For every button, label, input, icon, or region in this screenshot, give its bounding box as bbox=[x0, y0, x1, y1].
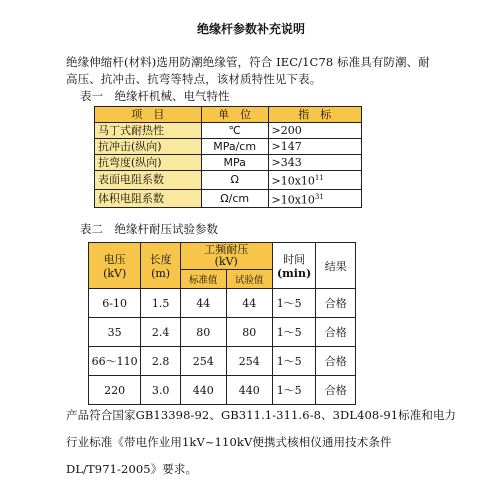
cell-standard: 44 bbox=[180, 289, 226, 318]
header-voltage-label: 电压 bbox=[103, 253, 126, 266]
header-group-unit: (kV) bbox=[214, 255, 238, 268]
header-test: 试验值 bbox=[226, 270, 272, 289]
intro-line-2: 高压、抗冲击、抗弯等特点，该材质特性见下表。 bbox=[66, 72, 322, 86]
row-value-exponent: 11 bbox=[314, 174, 324, 182]
cell-result: 合格 bbox=[316, 318, 356, 347]
header-result: 结果 bbox=[316, 243, 356, 289]
cell-time: 1～5 bbox=[272, 318, 316, 347]
row-unit: MPa bbox=[201, 155, 268, 171]
header-power-frequency bbox=[180, 243, 272, 270]
cell-test: 80 bbox=[226, 318, 272, 347]
row-item: 表面电阻系数 bbox=[95, 171, 202, 190]
header-group-label: 工频耐压 bbox=[204, 243, 249, 256]
cell-standard: 440 bbox=[180, 376, 226, 405]
table2-caption: 表二 绝缘杆耐压试验参数 bbox=[80, 222, 218, 236]
cell-voltage: 66～110 bbox=[89, 347, 141, 376]
footer-line-2: 行业标准《带电作业用1kV~110kV便携式核相仪通用技术条件 bbox=[66, 435, 392, 449]
cell-length: 1.5 bbox=[141, 289, 181, 318]
footer-line-3: DL/T971-2005》要求。 bbox=[66, 462, 198, 476]
table-header-row bbox=[89, 243, 356, 270]
header-standard: 标准值 bbox=[180, 270, 226, 289]
cell-test: 440 bbox=[226, 376, 272, 405]
row-value-base: >10x10 bbox=[271, 174, 315, 188]
row-value bbox=[268, 189, 362, 208]
header-value: 指 标 bbox=[268, 107, 362, 123]
header-voltage bbox=[89, 243, 141, 289]
table-row bbox=[95, 155, 362, 171]
cell-standard: 80 bbox=[180, 318, 226, 347]
cell-voltage: 220 bbox=[89, 376, 141, 405]
page-title: 绝缘杆参数补充说明 bbox=[196, 22, 305, 36]
header-length bbox=[141, 243, 181, 289]
header-length-label: 长度 bbox=[149, 253, 172, 266]
row-item: 体积电阻系数 bbox=[95, 189, 202, 208]
cell-voltage: 6-10 bbox=[89, 289, 141, 318]
table-row bbox=[95, 123, 362, 139]
header-voltage-unit: (kV) bbox=[103, 267, 127, 280]
cell-time: 1～5 bbox=[272, 347, 316, 376]
properties-table bbox=[94, 106, 362, 208]
cell-result: 合格 bbox=[316, 289, 356, 318]
row-value: >343 bbox=[268, 155, 362, 171]
header-time bbox=[272, 243, 316, 289]
table-row bbox=[89, 289, 356, 318]
table-row bbox=[89, 347, 356, 376]
cell-standard: 254 bbox=[180, 347, 226, 376]
table-row bbox=[95, 189, 362, 208]
table-row bbox=[95, 171, 362, 190]
header-length-unit: (m) bbox=[151, 267, 171, 280]
voltage-test-table bbox=[88, 242, 356, 405]
cell-time: 1～5 bbox=[272, 289, 316, 318]
row-unit: ℃ bbox=[201, 123, 268, 139]
header-item: 项 目 bbox=[95, 107, 202, 123]
cell-length: 3.0 bbox=[141, 376, 181, 405]
intro-line-1: 绝缘伸缩杆(材料)选用防潮绝缘管，符合 IEC/1C78 标准具有防潮、耐 bbox=[66, 55, 430, 69]
intro-paragraph bbox=[66, 54, 476, 88]
row-item: 马丁式耐热性 bbox=[95, 123, 202, 139]
row-value: >200 bbox=[268, 123, 362, 139]
row-value-base: >10x10 bbox=[271, 193, 315, 207]
table-header-row bbox=[95, 107, 362, 123]
row-unit: Ω bbox=[201, 171, 268, 190]
row-value: >147 bbox=[268, 139, 362, 155]
footer-paragraph bbox=[66, 402, 486, 483]
cell-test: 44 bbox=[226, 289, 272, 318]
row-unit: MPa/cm bbox=[201, 139, 268, 155]
cell-result: 合格 bbox=[316, 376, 356, 405]
cell-length: 2.8 bbox=[141, 347, 181, 376]
cell-time: 1～5 bbox=[272, 376, 316, 405]
row-unit: Ω/cm bbox=[201, 189, 268, 208]
row-value-exponent: 31 bbox=[314, 192, 324, 201]
row-value bbox=[268, 171, 362, 190]
table-row bbox=[89, 318, 356, 347]
header-time-unit: (min) bbox=[276, 267, 312, 280]
cell-voltage: 35 bbox=[89, 318, 141, 347]
cell-length: 2.4 bbox=[141, 318, 181, 347]
header-time-label: 时间 bbox=[283, 253, 306, 266]
table1-caption: 表一 绝缘杆机械、电气特性 bbox=[80, 89, 230, 103]
cell-test: 254 bbox=[226, 347, 272, 376]
table-row bbox=[95, 139, 362, 155]
footer-line-1: 产品符合国家GB13398-92、GB311.1-311.6-8、3DL408-91标准和电力 bbox=[66, 408, 457, 422]
table-row bbox=[89, 376, 356, 405]
cell-result: 合格 bbox=[316, 347, 356, 376]
header-unit: 单 位 bbox=[201, 107, 268, 123]
row-item: 抗冲击(纵向) bbox=[95, 139, 202, 155]
row-item: 抗弯度(纵向) bbox=[95, 155, 202, 171]
